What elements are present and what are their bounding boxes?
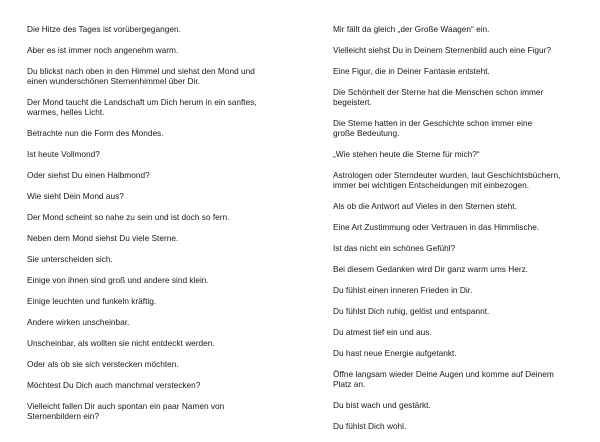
left-page-paragraph: Einige leuchten und funkeln kräftig. bbox=[27, 296, 157, 306]
left-page-paragraph: Der Mond taucht die Landschaft um Dich herum in ein sanftes, warmes, helles Licht. bbox=[27, 97, 257, 117]
right-page-paragraph: Du fühlst Dich ruhig, gelöst und entspannt. bbox=[333, 306, 490, 316]
left-page-paragraph: Du blickst nach oben in den Himmel und siehst den Mond und einen wunderschönen Sternenhimmel über Dir. bbox=[27, 66, 255, 86]
left-page-paragraph: Möchtest Du Dich auch manchmal verstecken? bbox=[27, 380, 201, 390]
right-page-paragraph: Die Sterne hatten in der Geschichte schon immer eine große Bedeutung. bbox=[333, 118, 533, 138]
left-page-paragraph: Andere wirken unscheinbar. bbox=[27, 317, 130, 327]
left-page-paragraph: Betrachte nun die Form des Mondes. bbox=[27, 128, 164, 138]
left-page-paragraph: Vielleicht fallen Dir auch spontan ein paar Namen von Sternenbildern ein? bbox=[27, 401, 225, 421]
left-page-paragraph: Einige von ihnen sind groß und andere sind klein. bbox=[27, 275, 209, 285]
left-page-paragraph: Unscheinbar, als wollten sie nicht entdeckt werden. bbox=[27, 338, 215, 348]
right-page-paragraph: Du bist wach und gestärkt. bbox=[333, 400, 431, 410]
right-page-paragraph: Als ob die Antwort auf Vieles in den Sternen steht. bbox=[333, 201, 517, 211]
right-page-paragraph: Du hast neue Energie aufgetankt. bbox=[333, 348, 457, 358]
right-page-paragraph: Ist das nicht ein schönes Gefühl? bbox=[333, 243, 456, 253]
left-text-column bbox=[27, 24, 277, 432]
right-page-paragraph: Bei diesem Gedanken wird Dir ganz warm ums Herz. bbox=[333, 264, 529, 274]
left-page-paragraph: Ist heute Vollmond? bbox=[27, 149, 100, 159]
left-page-paragraph: Oder als ob sie sich verstecken möchten. bbox=[27, 359, 179, 369]
right-page bbox=[300, 0, 600, 431]
right-page-paragraph: Vielleicht siehst Du in Deinem Sternenbild auch eine Figur? bbox=[333, 45, 551, 55]
left-page-paragraph: Aber es ist immer noch angenehm warm. bbox=[27, 45, 179, 55]
left-page-paragraph: Wie sieht Dein Mond aus? bbox=[27, 191, 124, 201]
right-text-column bbox=[333, 24, 583, 442]
right-page-paragraph: Du fühlst einen inneren Frieden in Dir. bbox=[333, 285, 473, 295]
left-page-paragraph: Sie unterscheiden sich. bbox=[27, 254, 113, 264]
left-page-paragraph: Der Mond scheint so nahe zu sein und ist doch so fern. bbox=[27, 212, 230, 222]
right-page-paragraph: Du atmest tief ein und aus. bbox=[333, 327, 432, 337]
right-page-paragraph: „Wie stehen heute die Sterne für mich?“ bbox=[333, 149, 480, 159]
right-page-paragraph: Astrologen oder Sterndeuter wurden, laut Geschichtsbüchern, immer bei wichtigen Entscheidungen mit einbezogen. bbox=[333, 170, 561, 190]
right-page-paragraph: Du fühlst Dich wohl. bbox=[333, 421, 407, 431]
right-page-paragraph: Die Schönheit der Sterne hat die Menschen schon immer begeistert. bbox=[333, 87, 544, 107]
right-page-paragraph: Mir fällt da gleich „der Große Waagen“ ein. bbox=[333, 24, 490, 34]
left-page bbox=[0, 0, 300, 421]
left-page-paragraph: Oder siehst Du einen Halbmond? bbox=[27, 170, 150, 180]
right-page-paragraph: Öffne langsam wieder Deine Augen und komme auf Deinem Platz an. bbox=[333, 369, 554, 389]
right-page-paragraph: Eine Figur, die in Deiner Fantasie entsteht. bbox=[333, 66, 490, 76]
left-page-paragraph: Die Hitze des Tages ist vorübergegangen. bbox=[27, 24, 181, 34]
left-page-paragraph: Neben dem Mond siehst Du viele Sterne. bbox=[27, 233, 179, 243]
right-page-paragraph: Eine Art Zustimmung oder Vertrauen in das Himmlische. bbox=[333, 222, 540, 232]
